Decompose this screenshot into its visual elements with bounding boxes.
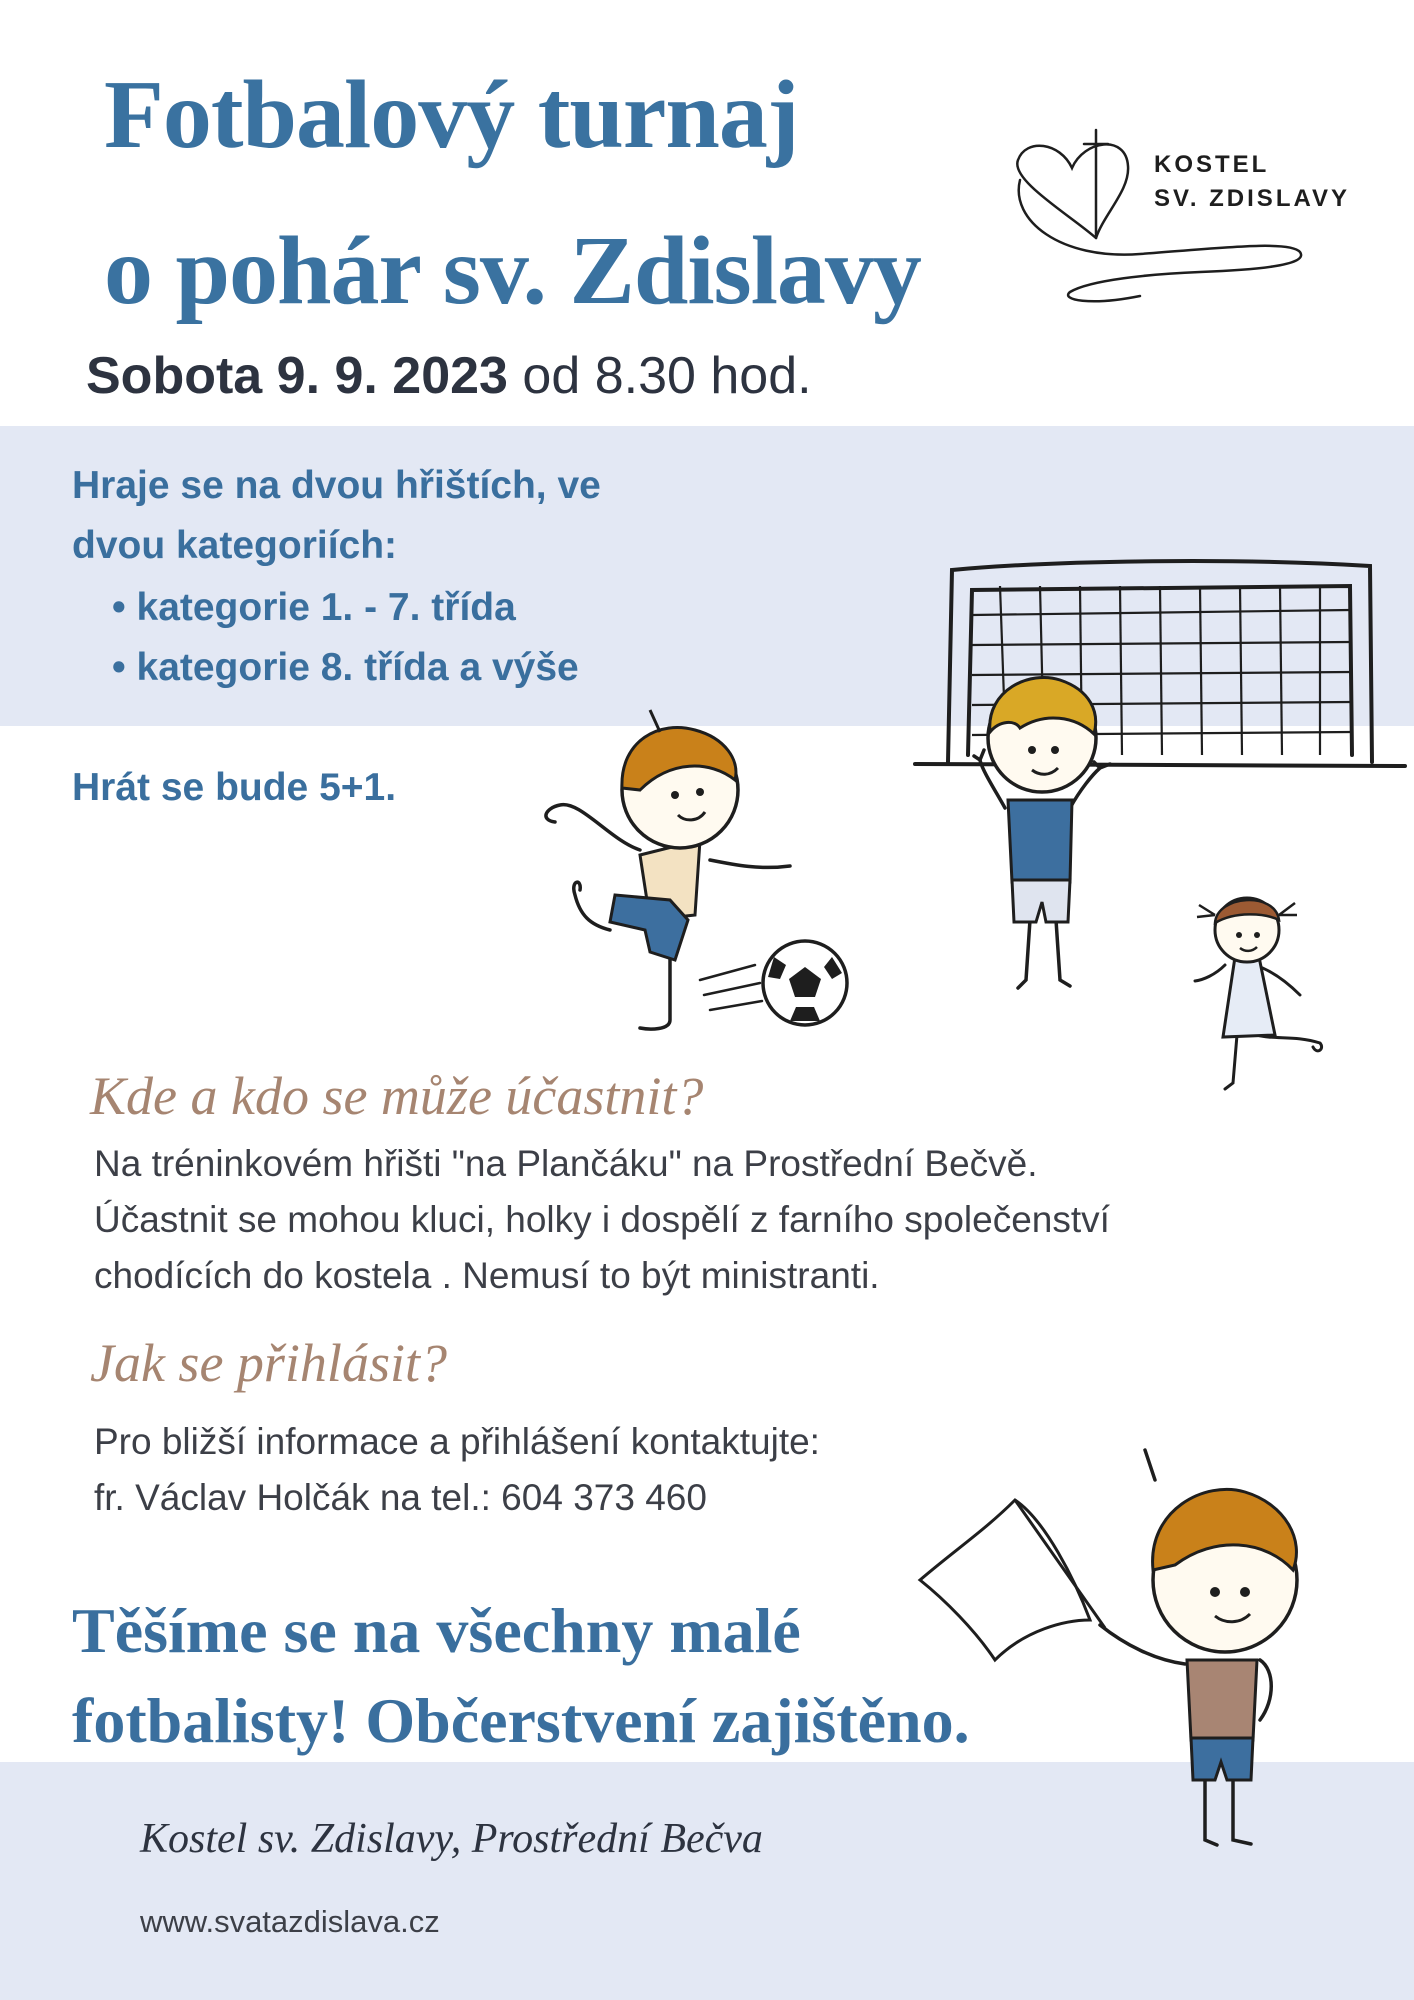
where-heading: Kde a kdo se může účastnit? [90, 1066, 704, 1126]
contact-line-1: Pro bližší informace a přihlášení kontaktujte: [94, 1421, 820, 1462]
signup-heading: Jak se přihlásit? [90, 1333, 447, 1393]
contact-text [94, 1414, 820, 1526]
logo-text [1154, 148, 1350, 216]
title-line-2: o pohár sv. Zdislavy [104, 217, 921, 325]
contact-line-2: fr. Václav Holčák na tel.: 604 373 460 [94, 1477, 707, 1518]
event-time: od 8.30 hod. [507, 347, 812, 405]
where-text [94, 1136, 1110, 1304]
event-date [86, 346, 812, 406]
logo-line-1: KOSTEL [1154, 151, 1270, 178]
intro-text [72, 456, 601, 576]
goalkeeper-boy-icon [960, 650, 1130, 1000]
where-line-3: chodících do kostela . Nemusí to být ministranti. [94, 1255, 880, 1296]
title-line-1: Fotbalový turnaj [104, 61, 799, 169]
event-date-bold: Sobota 9. 9. 2023 [86, 347, 508, 405]
category-list [112, 578, 579, 698]
closing-line-1: Těšíme se na všechny malé [72, 1595, 801, 1666]
where-line-2: Účastnit se mohou kluci, holky i dospělí z farního společenství [94, 1199, 1110, 1240]
team-size-rule: Hrát se bude 5+1. [72, 766, 397, 809]
where-line-1: Na tréninkovém hřišti "na Plančáku" na Prostřední Bečvě. [94, 1143, 1038, 1184]
closing-line-2: fotbalisty! Občerstvení zajištěno. [72, 1685, 970, 1756]
category-item-1: • kategorie 1. - 7. třída [112, 578, 579, 638]
intro-line-2: dvou kategoriích: [72, 524, 398, 567]
category-item-2: • kategorie 8. třída a výše [112, 638, 579, 698]
logo-line-2: SV. ZDISLAVY [1154, 185, 1351, 212]
running-girl-icon [1185, 875, 1345, 1105]
footer-place: Kostel sv. Zdislavy, Prostřední Bečva [140, 1816, 763, 1862]
closing-message [72, 1586, 970, 1766]
soccer-ball-icon [690, 935, 860, 1035]
intro-line-1: Hraje se na dvou hřištích, ve [72, 464, 601, 507]
flag-boy-icon [915, 1420, 1315, 1860]
footer-website[interactable]: www.svatazdislava.cz [140, 1904, 440, 1939]
